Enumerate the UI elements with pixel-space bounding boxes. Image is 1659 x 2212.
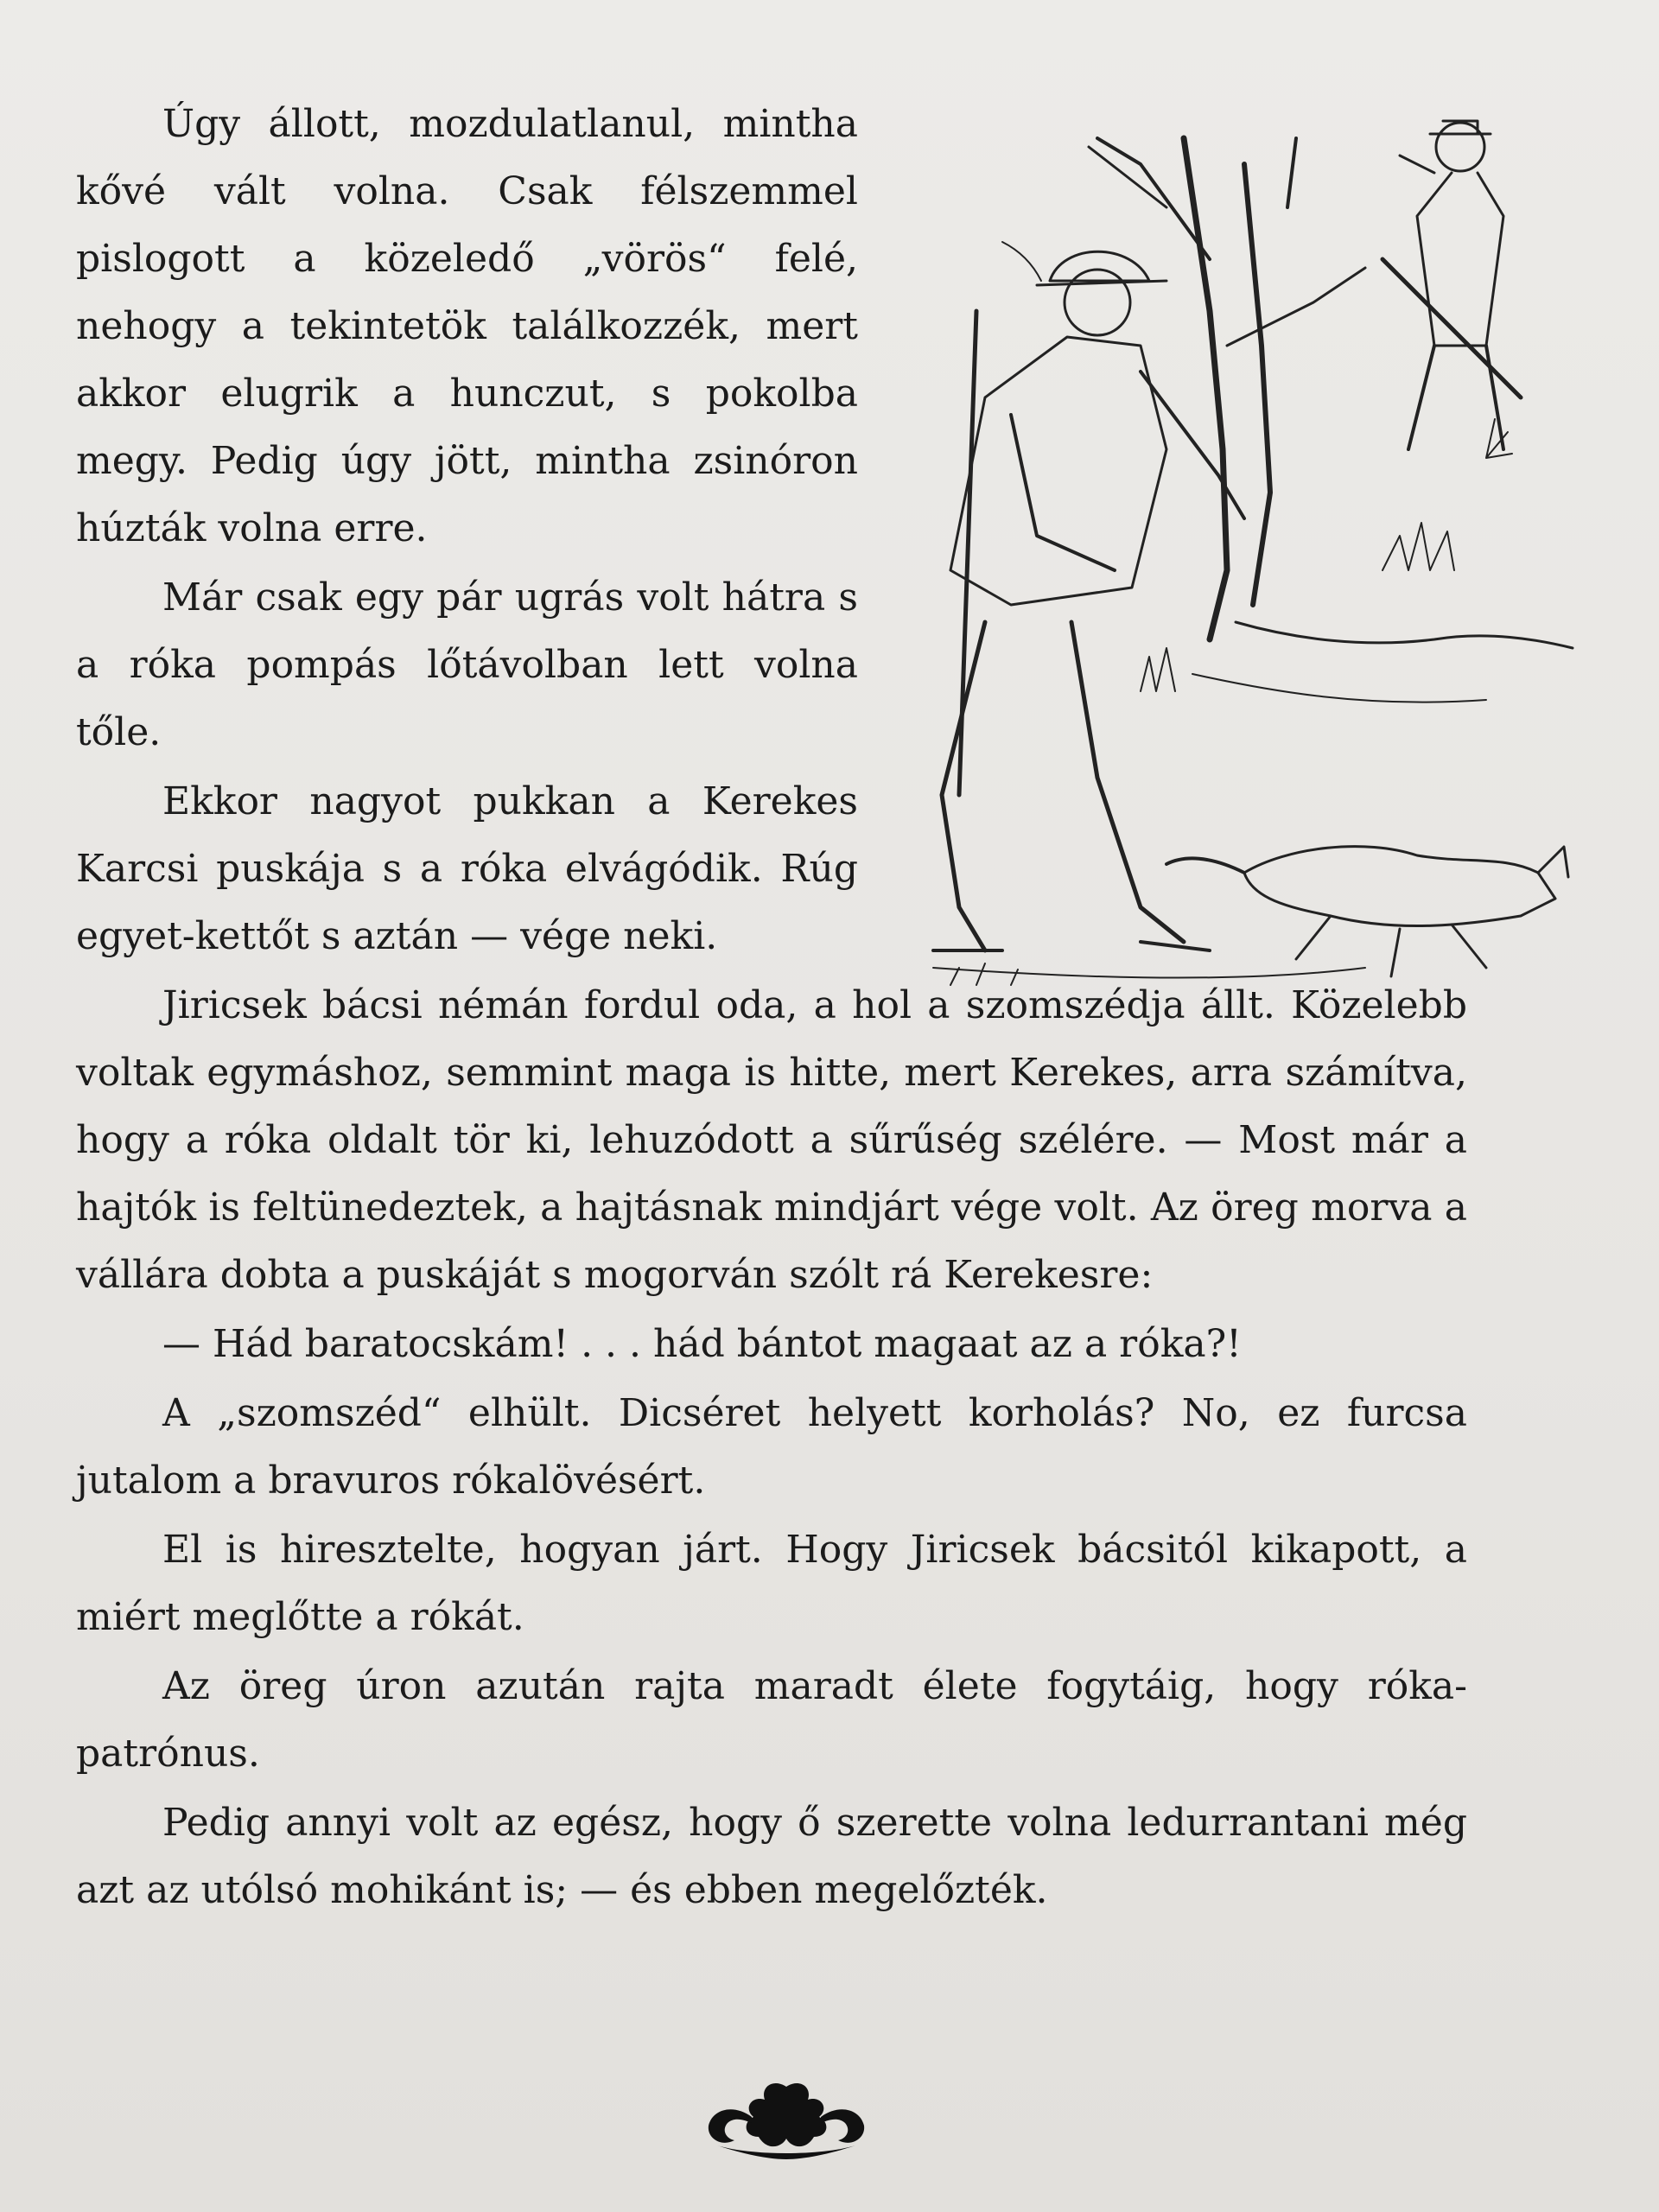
paragraph-7: El is hiresztelte, hogyan járt. Hogy Jiricsek bácsitól kikapott, a miért meglőtte a rókát. (76, 1528, 1467, 1639)
paragraph-9: Pedig annyi volt az egész, hogy ő szerette volna ledurrantani még azt az utólsó mohikánt is; — és ebben megelőzték. (76, 1801, 1467, 1912)
paragraph-8: Az öreg úron azután rajta maradt élete fogytáig, hogy rókapatrónus. (76, 1664, 1467, 1776)
tailpiece-ornament-icon (700, 2069, 873, 2164)
body-text (76, 91, 1467, 1926)
paragraph-6: A „szomszéd“ elhült. Dicséret helyett korholás? No, ez furcsa jutalom a bravuros rókalövésért. (76, 1391, 1467, 1503)
paragraph-3: Ekkor nagyot pukkan a Kerekes Karcsi puskája s a róka elvágódik. Rúg egyet-kettőt s aztán — vége neki. (76, 779, 858, 958)
paragraph-1: Úgy állott, mozdulatlanul, mintha kővé vált volna. Csak félszemmel pislogott a közeledő „vörös“ felé, nehogy a tekintetök találkozzék, mert akkor elugrik a hunczut, s pokolba megy. Pedig úgy jött, mintha zsinóron húzták volna erre. (76, 102, 858, 550)
paragraph-4: Jiricsek bácsi némán fordul oda, a hol a szomszédja állt. Közelebb voltak egymáshoz, semmint maga is hitte, mert Kerekes, arra számítva, hogy a róka oldalt tör ki, lehuzódott a sűrűség szélére. — Most már a hajtók is feltünedeztek, a hajtásnak mindjárt vége volt. Az öreg morva a vállára dobta a puskáját s mogorván szólt rá Kerekesre: (76, 983, 1467, 1297)
paragraph-2: Már csak egy pár ugrás volt hátra s a róka pompás lőtávolban lett volna tőle. (76, 575, 858, 754)
paragraph-5: — Hád baratocskám! . . . hád bántot magaat az a róka?! (162, 1322, 1242, 1366)
